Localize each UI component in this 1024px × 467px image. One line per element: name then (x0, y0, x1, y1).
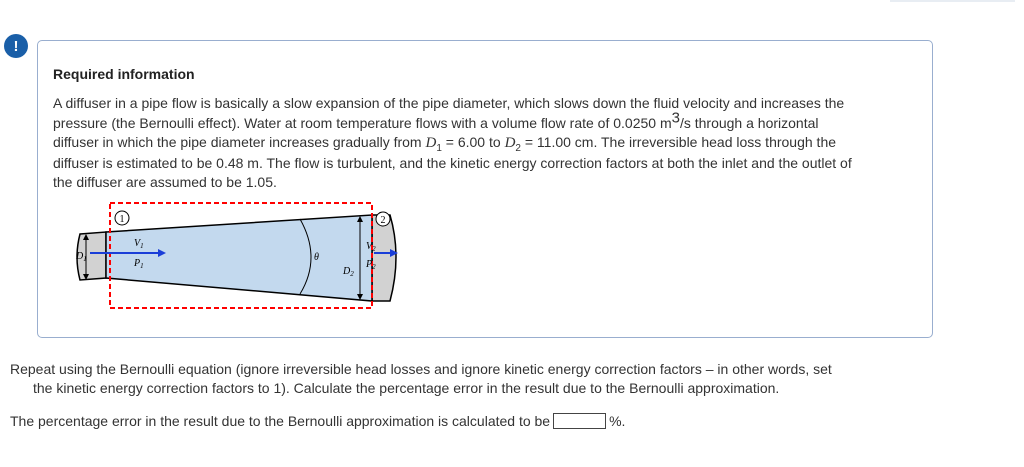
v1-subscript: 1 (140, 242, 144, 250)
unit-exponent: 3 (671, 108, 680, 126)
required-information-box (37, 40, 933, 338)
problem-text-rest: = 11.00 cm. The irreversible head loss through the diffuser is estimated to be 0.48 m. The flow is turbulent, and the kinetic energy correction factors at both the inlet and the outlet of the diffuser are assumed to be 1.05. (53, 134, 852, 190)
station-1-label: 1 (119, 214, 125, 225)
v2-label: $V_2$ (366, 241, 376, 253)
d1-subscript: 1 (83, 255, 87, 263)
percentage-error-input[interactable] (553, 413, 606, 429)
problem-statement (53, 94, 863, 193)
question-line-1: Repeat using the Bernoulli equation (ignore irreversible head losses and ignore kinetic energy correction factors – in other words, set (10, 361, 832, 377)
d1-value: = 6.00 to (441, 134, 505, 150)
d2-label: $D_2$ (343, 266, 354, 278)
d1-symbol: D (425, 135, 437, 151)
exclamation-icon: ! (4, 34, 28, 58)
d1-subscript: 1 (436, 142, 442, 154)
d1-label: $D_1$ (76, 251, 87, 263)
d2-subscript: 2 (515, 142, 521, 154)
p1-label: $P_1$ (134, 258, 144, 270)
v2-subscript: 2 (372, 245, 376, 253)
p1-subscript: 1 (140, 262, 144, 270)
d2-subscript: 2 (350, 270, 354, 278)
answer-suffix: %. (609, 413, 626, 429)
outlet-pipe (372, 215, 396, 301)
diffuser-body (106, 215, 372, 301)
question-text (10, 360, 990, 398)
problem-text-unit: /s through a horizontal diffuser in which the pipe diameter increases gradually from (53, 114, 819, 150)
question-line-2: the kinetic energy correction factors to 1). Calculate the percentage error in the result due to the Bernoulli approximation. (33, 380, 780, 396)
diffuser-diagram (60, 201, 420, 351)
v1-label: $V_1$ (134, 238, 144, 250)
p2-subscript: 2 (372, 263, 376, 271)
answer-prefix: The percentage error in the result due to the Bernoulli approximation is calculated to be (10, 413, 551, 429)
required-information-title: Required information (53, 66, 195, 82)
theta-label: θ (314, 252, 319, 263)
problem-text: A diffuser in a pipe flow is basically a slow expansion of the pipe diameter, which slows down the fluid velocity and increases the pressure (the Bernoulli effect). Water at room temperature flows with a volume flow rate of 0.0250 m (53, 95, 845, 131)
d2-symbol: D (504, 135, 516, 151)
top-divider (890, 0, 1015, 2)
p2-label: $P_2$ (366, 259, 376, 271)
answer-row (10, 413, 625, 429)
station-2-label: 2 (380, 215, 386, 226)
